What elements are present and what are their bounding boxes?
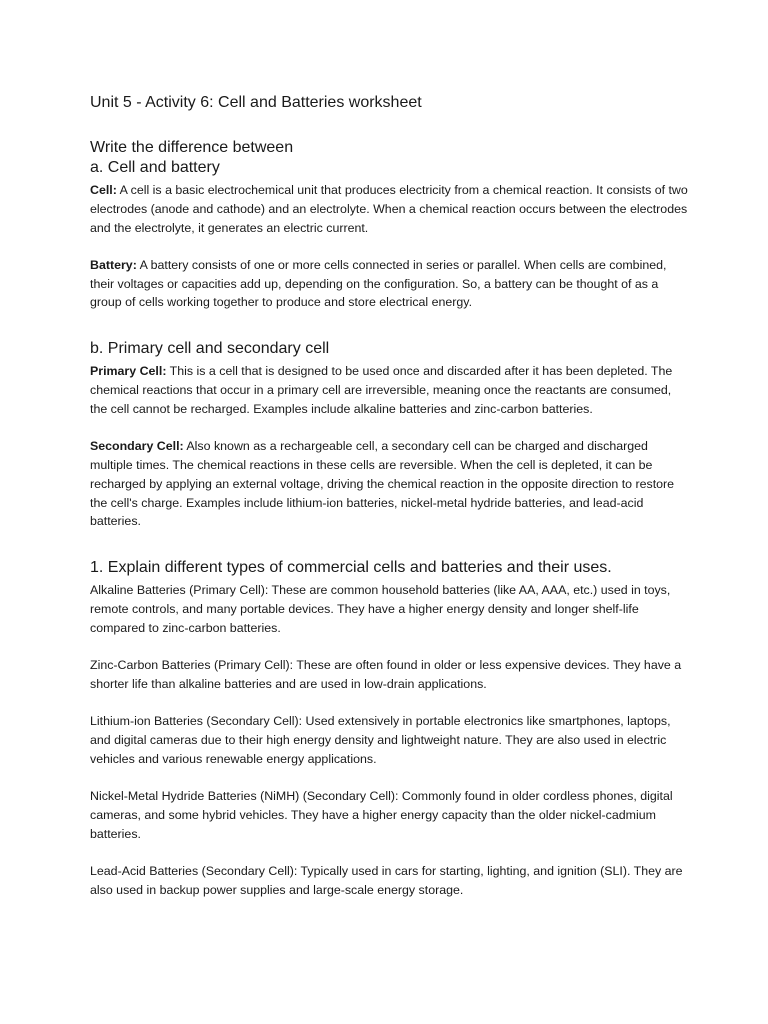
intro-heading: Write the difference between [90, 139, 294, 156]
secondary-cell-text: Also known as a rechargeable cell, a secondary cell can be charged and discharged multiple times. The chemical reactions in these cells are reversible. When the cell is depleted, it can be recharged by applying an external voltage, driving the chemical reaction in the opposite direction to restore the cell's charge. Examples include lithium-ion batteries, nickel-metal hydride batteries, and lead-acid batteries. [90, 439, 675, 529]
section-a-heading: a. Cell and battery [90, 159, 220, 176]
nimh-paragraph: Nickel-Metal Hydride Batteries (NiMH) (Secondary Cell): Commonly found in older cordless phones, digital cameras, and some hybrid vehicles. They have a higher energy capacity than the older nickel-cadmium batteries. [90, 789, 673, 841]
secondary-cell-definition [90, 437, 690, 531]
alkaline-paragraph: Alkaline Batteries (Primary Cell): These are common household batteries (like AA, AAA, etc.) used in toys, remote controls, and many portable devices. They have a higher energy density and longer shelf-life compared to zinc-carbon batteries. [90, 583, 671, 635]
section-b-heading: b. Primary cell and secondary cell [90, 340, 330, 358]
battery-term: Battery: [90, 257, 137, 272]
primary-cell-term: Primary Cell: [90, 364, 167, 379]
document-page [90, 93, 690, 900]
cell-term: Cell: [90, 183, 117, 197]
battery-definition [90, 256, 690, 312]
lead-acid-paragraph: Lead-Acid Batteries (Secondary Cell): Typically used in cars for starting, lighting, and ignition (SLI). They are also used in backup power supplies and large-scale energy storage. [90, 863, 683, 897]
zinc-carbon-paragraph: Zinc-Carbon Batteries (Primary Cell): These are often found in older or less expensive devices. They have a shorter life than alkaline batteries and are used in low-drain applications. [90, 658, 682, 691]
cell-text: A cell is a basic electrochemical unit that produces electricity from a chemical reaction. It consists of two electrodes (anode and cathode) and an electrolyte. When a chemical reaction occurs between the electrodes and the electrolyte, it generates an electric current. [90, 183, 688, 235]
page-title: Unit 5 - Activity 6: Cell and Batteries worksheet [90, 94, 422, 111]
battery-text: A battery consists of one or more cells connected in series or parallel. When cells are combined, their voltages or capacities add up, depending on the configuration. So, a battery can be thought of as a group of cells working together to produce and store electrical energy. [90, 257, 667, 310]
secondary-cell-term: Secondary Cell: [90, 439, 184, 454]
primary-cell-definition [90, 362, 690, 418]
lithium-ion-paragraph: Lithium-ion Batteries (Secondary Cell): Used extensively in portable electronics like smartphones, laptops, and digital cameras due to their high energy density and lightweight nature. They are also used in electric vehicles and various renewable energy applications. [90, 714, 671, 766]
cell-definition [90, 181, 690, 237]
primary-cell-text: This is a cell that is designed to be used once and discarded after it has been depleted. The chemical reactions that occur in a primary cell are irreversible, meaning once the reactants are consumed, the cell cannot be recharged. Examples include alkaline batteries and zinc-carbon batteries. [90, 364, 673, 416]
section-1-heading: 1. Explain different types of commercial cells and batteries and their uses. [90, 559, 612, 577]
